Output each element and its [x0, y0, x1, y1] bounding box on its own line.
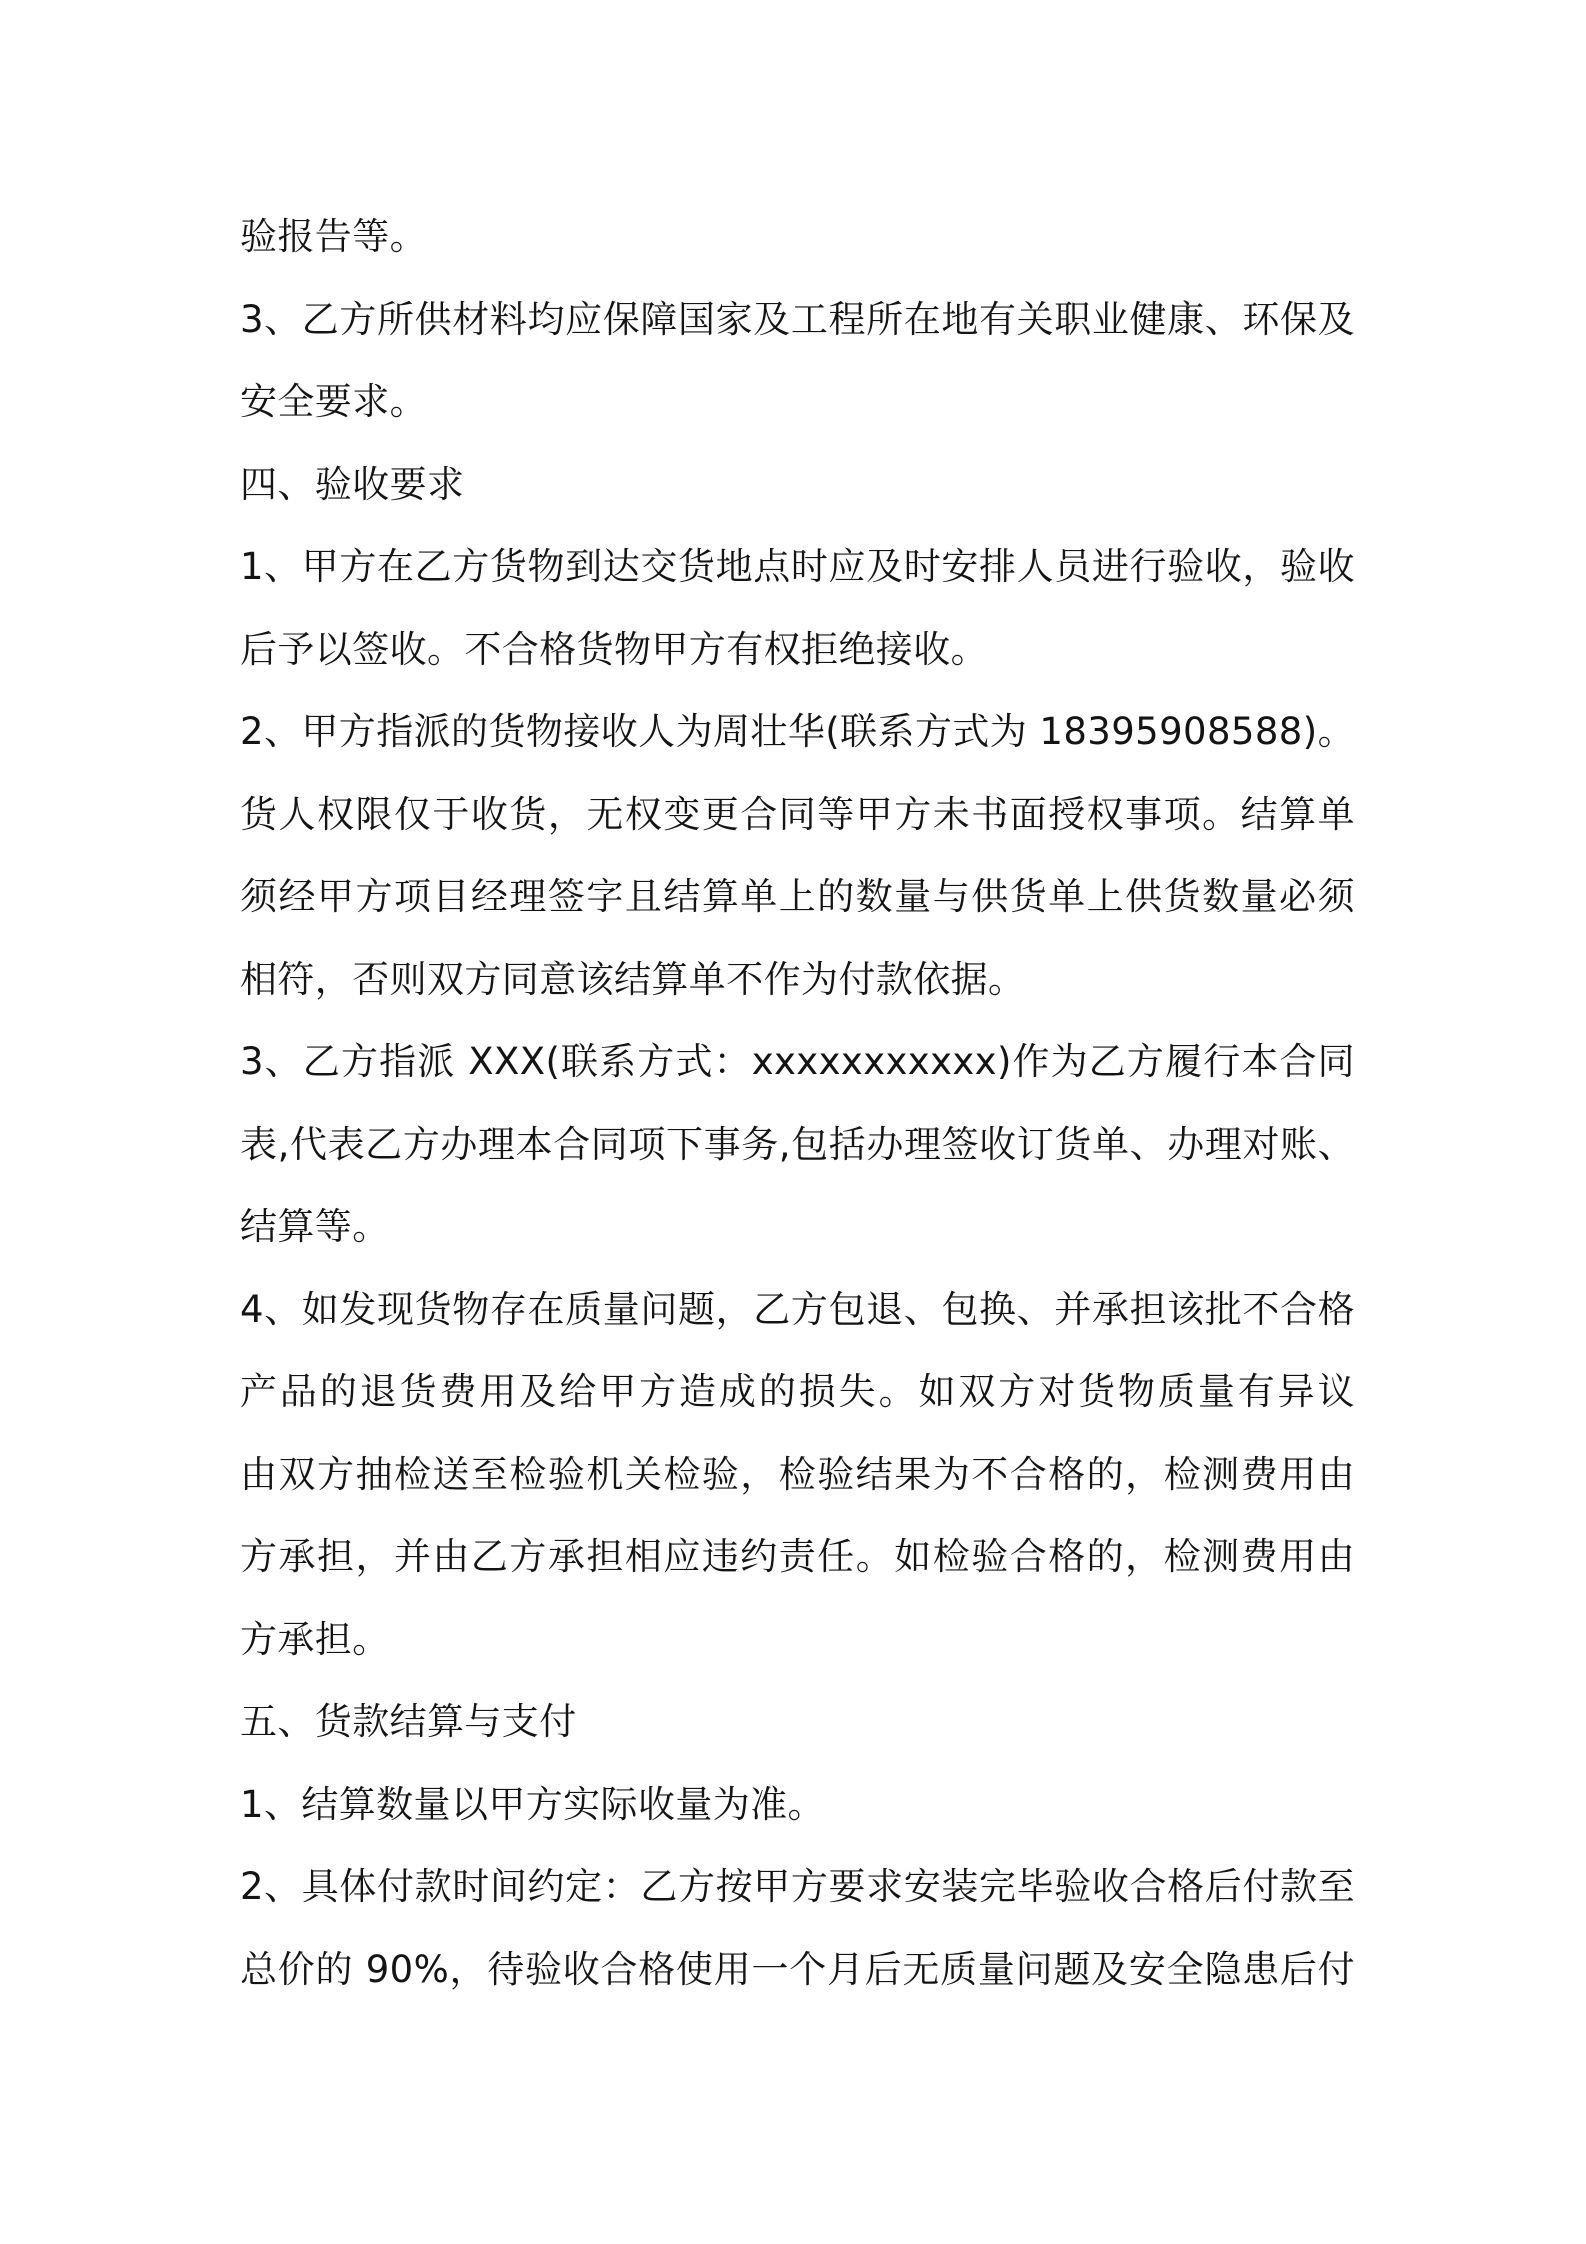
- text-line: 1、结算数量以甲方实际收量为准。: [240, 1782, 825, 1826]
- text-line: 表,代表乙方办理本合同项下事务,包括办理签收订货单、办理对账、: [240, 1122, 1355, 1166]
- text-line: 后予以签收。不合格货物甲方有权拒绝接收。: [240, 627, 988, 671]
- text-line: 2、具体付款时间约定：乙方按甲方要求安装完毕验收合格后付款至: [240, 1865, 1355, 1908]
- text-line: 方承担，并由乙方承担相应违约责任。如检验合格的，检测费用由: [240, 1535, 1355, 1578]
- text-line: 3、乙方所供材料均应保障国家及工程所在地有关职业健康、环保及: [240, 297, 1355, 341]
- document-body: [240, 196, 1355, 2011]
- text-line: 总价的 90%，待验收合格使用一个月后无质量问题及安全隐患后付: [240, 1947, 1355, 1991]
- text-line: 货人权限仅于收货，无权变更合同等甲方未书面授权事项。结算单: [240, 792, 1355, 836]
- section-heading: 五、货款结算与支付: [240, 1700, 577, 1743]
- text-line: 安全要求。: [240, 380, 427, 423]
- text-line: 产品的退货费用及给甲方造成的损失。如双方对货物质量有异议: [240, 1370, 1355, 1413]
- text-line: 相符，否则双方同意该结算单不作为付款依据。: [240, 957, 1026, 1001]
- text-line: 1、甲方在乙方货物到达交货地点时应及时安排人员进行验收，验收: [240, 545, 1355, 588]
- text-line: 2、甲方指派的货物接收人为周壮华(联系方式为 18395908588)。: [240, 710, 1355, 753]
- text-line: 验报告等。: [240, 215, 427, 258]
- text-line: 由双方抽检送至检验机关检验，检验结果为不合格的，检测费用由: [240, 1452, 1355, 1496]
- section-heading: 四、验收要求: [240, 462, 465, 506]
- text-line: 结算等。: [240, 1205, 390, 1248]
- text-line: 3、乙方指派 XXX(联系方式：xxxxxxxxxxx)作为乙方履行本合同: [240, 1040, 1355, 1083]
- text-line: 须经甲方项目经理签字且结算单上的数量与供货单上供货数量必须: [240, 875, 1355, 918]
- text-line: 4、如发现货物存在质量问题，乙方包退、包换、并承担该批不合格: [240, 1287, 1355, 1331]
- text-line: 方承担。: [240, 1617, 390, 1661]
